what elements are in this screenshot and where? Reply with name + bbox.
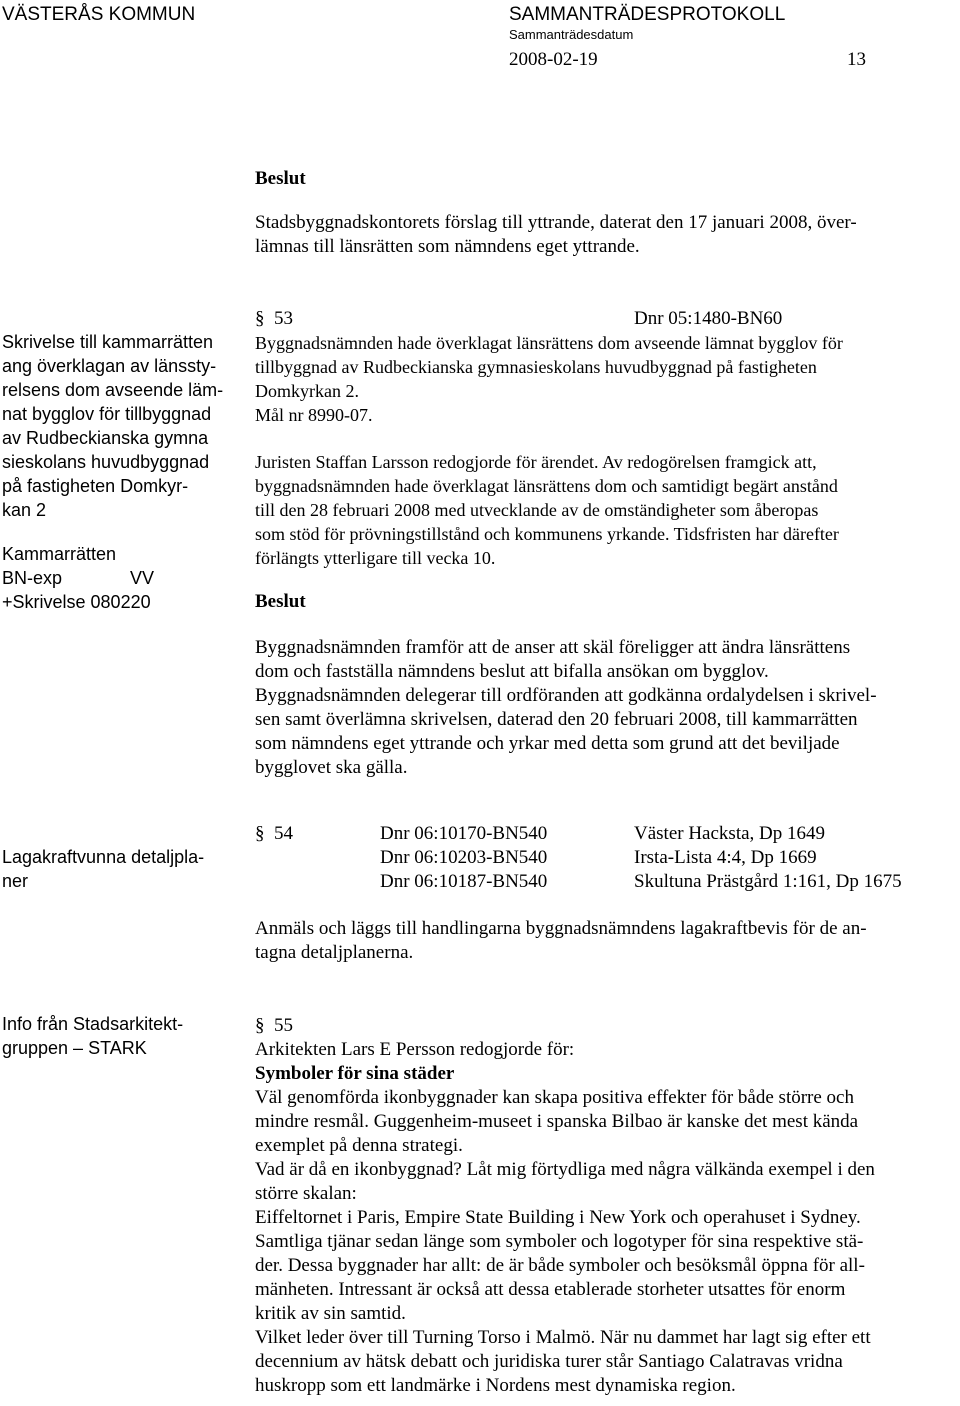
item-number: 54 xyxy=(274,823,293,844)
text-line: Mål nr 8990-07. xyxy=(255,405,373,425)
meeting-date: 2008-02-19 xyxy=(509,49,598,70)
text-line: Anmäls och läggs till handlingarna byggnadsnämndens lagakraftbevis för de an- xyxy=(255,918,867,939)
text-line: Samtliga tjänar sedan länge som symboler och logotyper för sina respektive stä- xyxy=(255,1231,864,1252)
section-sign: § xyxy=(255,308,265,329)
sidebar-line: Lagakraftvunna detaljpla- xyxy=(2,847,205,867)
text-line: Eiffeltornet i Paris, Empire State Building i New York och operahuset i Sydney. xyxy=(255,1207,861,1228)
text-line: Domkyrkan 2. xyxy=(255,381,359,401)
section-sign: § xyxy=(255,823,265,844)
text-line: huskropp som ett landmärke i Nordens mest dynamiska region. xyxy=(255,1375,736,1396)
copy-label-vv: VV xyxy=(130,568,155,588)
text-line: byggnadsnämnden hade överklagat länsrättens dom och samtidigt begärt anstånd xyxy=(255,476,838,496)
item-53-report xyxy=(255,450,839,570)
sidebar-line: Info från Stadsarkitekt- xyxy=(2,1014,184,1034)
text-line: Byggnadsnämnden framför att de anser att skäl föreligger att ändra länsrättens xyxy=(255,637,851,658)
text-line: der. Dessa byggnader har allt: de är både symboler och besöksmål öppna för all- xyxy=(255,1255,865,1276)
sidebar-line: kan 2 xyxy=(2,500,47,520)
item-55-intro: Arkitekten Lars E Persson redogjorde för: xyxy=(255,1039,575,1060)
text-line: Juristen Staffan Larsson redogjorde för ärendet. Av redogörelsen framgick att, xyxy=(255,452,817,472)
text-line: dom och fastställa nämndens beslut att bifalla ansökan om bygglov. xyxy=(255,661,769,682)
protocol-title: SAMMANTRÄDESPROTOKOLL xyxy=(509,4,786,25)
decision-heading: Beslut xyxy=(255,591,306,612)
text-line: exemplet på denna strategi. xyxy=(255,1135,463,1156)
text-line: som nämndens eget yttrande och yrkar med detta som grund att det beviljade xyxy=(255,733,840,754)
text-line: bygglovet ska gälla. xyxy=(255,757,408,778)
text-line: som stöd för prövningstillstånd och kommunens yrkande. Tidsfristen har därefter xyxy=(255,524,839,544)
page-number: 13 xyxy=(847,49,866,70)
item-53-intro xyxy=(255,331,843,427)
text-line: Stadsbyggnadskontorets förslag till yttrande, daterat den 17 januari 2008, över- xyxy=(255,212,857,233)
sidebar-line: ang överklagan av länssty- xyxy=(2,356,217,376)
decision-heading: Beslut xyxy=(255,168,306,189)
text-line: mindre resmål. Guggenheim-museet i spanska Bilbao är kanske det mest kända xyxy=(255,1111,859,1132)
sidebar-line: av Rudbeckianska gymna xyxy=(2,428,209,448)
plan-dnr: Dnr 06:10187-BN540 xyxy=(380,871,548,892)
item-55-sidebar xyxy=(2,1012,183,1060)
attachment-label: +Skrivelse 080220 xyxy=(2,592,151,612)
text-line: tillbyggnad av Rudbeckianska gymnasieskolans huvudbyggnad på fastigheten xyxy=(255,357,817,377)
item-54-decision xyxy=(255,917,867,965)
sidebar-line: Skrivelse till kammarrätten xyxy=(2,332,214,352)
section-sign: § xyxy=(255,1015,265,1036)
item-55-subheading: Symboler för sina städer xyxy=(255,1063,455,1084)
text-line: till den 28 februari 2008 med utvecklande av de omständigheter som åberopas xyxy=(255,500,819,520)
item-54-sidebar xyxy=(2,845,204,893)
text-line: Vilket leder över till Turning Torso i Malmö. När nu dammet har lagt sig efter ett xyxy=(255,1327,871,1348)
municipality-name: VÄSTERÅS KOMMUN xyxy=(2,4,196,25)
text-line: Väl genomförda ikonbyggnader kan skapa positiva effekter för både större och xyxy=(255,1087,854,1108)
text-line: lämnas till länsrätten som nämndens eget yttrande. xyxy=(255,236,640,257)
text-line: Byggnadsnämnden delegerar till ordföranden att godkänna ordalydelsen i skrivel- xyxy=(255,685,877,706)
plan-name: Irsta-Lista 4:4, Dp 1669 xyxy=(634,847,817,868)
sidebar-line: relsens dom avseende läm- xyxy=(2,380,224,400)
text-line: förlängts ytterligare till vecka 10. xyxy=(255,548,496,568)
item-number: 55 xyxy=(274,1015,293,1036)
item-53-sidebar xyxy=(2,330,223,522)
plan-name: Väster Hacksta, Dp 1649 xyxy=(634,823,826,844)
text-line: mänheten. Intressant är också att dessa etablerade storheter utsattes för enorm xyxy=(255,1279,846,1300)
text-line: sen samt överlämna skrivelsen, daterad den 20 februari 2008, till kammarrätten xyxy=(255,709,858,730)
sidebar-line: ner xyxy=(2,871,29,891)
item-53-decision xyxy=(255,636,877,780)
item-number: 53 xyxy=(274,308,293,329)
sidebar-line: gruppen – STARK xyxy=(2,1038,147,1058)
plan-dnr: Dnr 06:10170-BN540 xyxy=(380,823,548,844)
sidebar-line: nat bygglov för tillbyggnad xyxy=(2,404,212,424)
date-label: Sammanträdesdatum xyxy=(509,27,634,42)
sidebar-line: sieskolans huvudbyggnad xyxy=(2,452,210,472)
text-line: tagna detaljplanerna. xyxy=(255,942,414,963)
item-55-body xyxy=(255,1086,875,1398)
recipient-label: Kammarrätten xyxy=(2,544,117,564)
top-decision-text xyxy=(255,211,857,259)
copy-label-bn: BN-exp xyxy=(2,568,63,588)
sidebar-line: på fastigheten Domkyr- xyxy=(2,476,189,496)
text-line: Vad är då en ikonbyggnad? Låt mig förtydliga med några välkända exempel i den xyxy=(255,1159,875,1180)
item-dnr: Dnr 05:1480-BN60 xyxy=(634,308,783,329)
plan-name: Skultuna Prästgård 1:161, Dp 1675 xyxy=(634,871,902,892)
text-line: decennium av hätsk debatt och juridiska turer står Santiago Calatravas vridna xyxy=(255,1351,843,1372)
plan-dnr: Dnr 06:10203-BN540 xyxy=(380,847,548,868)
text-line: Byggnadsnämnden hade överklagat länsrättens dom avseende lämnat bygglov för xyxy=(255,333,843,353)
text-line: kritik av sin samtid. xyxy=(255,1303,406,1324)
text-line: större skalan: xyxy=(255,1183,357,1204)
